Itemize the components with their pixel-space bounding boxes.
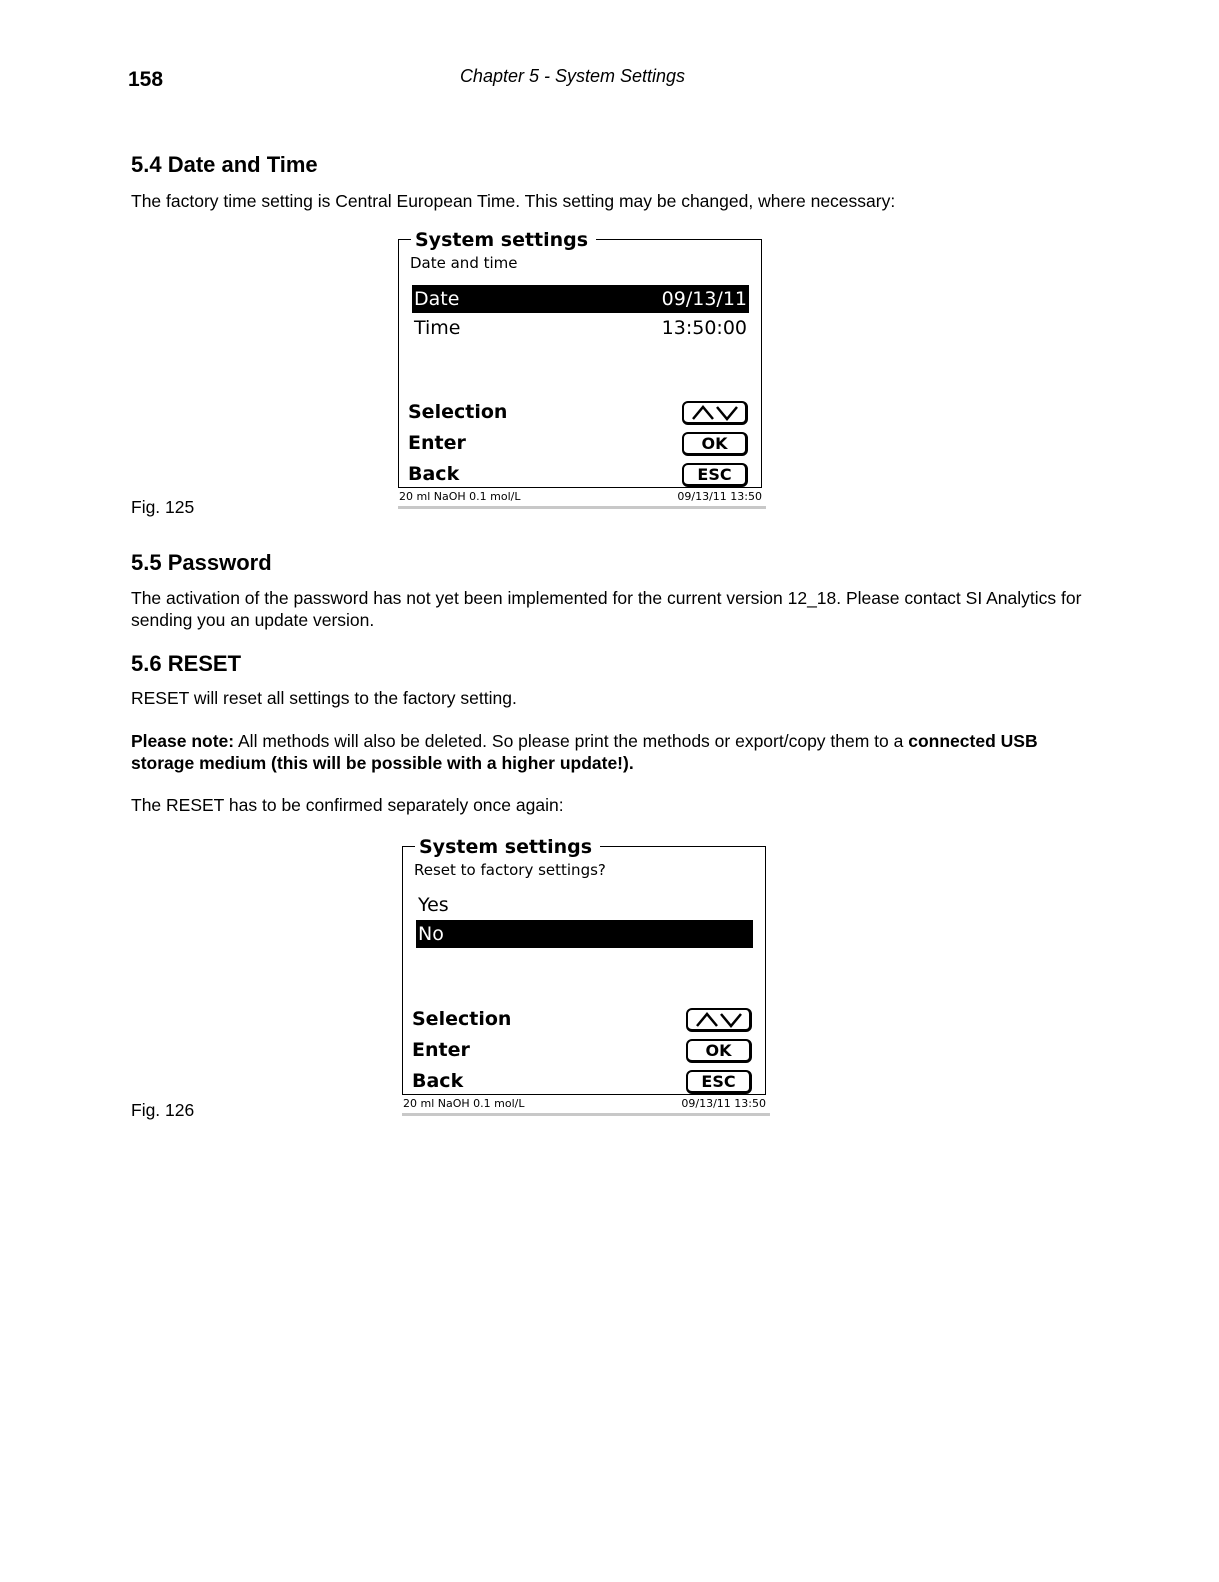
password-text: The activation of the password has not yet been implemented for the current version 12_18. Please contact SI Analytics for sending you an update version.	[131, 588, 1082, 630]
menu-row-date[interactable]	[412, 285, 749, 313]
date-time-intro: The factory time setting is Central European Time. This setting may be changed, where necessary:	[131, 191, 896, 211]
row-label: No	[418, 923, 444, 945]
up-down-arrows-icon	[689, 405, 741, 421]
key-label-selection: Selection	[412, 1008, 512, 1030]
ok-key[interactable]: OK	[682, 432, 748, 456]
menu-row-time[interactable]	[412, 314, 749, 342]
menu-row-no[interactable]	[416, 920, 753, 948]
heading-reset: 5.6 RESET	[131, 651, 242, 676]
device-screen-reset	[402, 838, 772, 1118]
screen-subtitle: Reset to factory settings?	[414, 861, 606, 879]
heading-password: 5.5 Password	[131, 550, 272, 575]
screen-title: System settings	[411, 229, 596, 251]
status-datetime: 09/13/11 13:50	[677, 490, 762, 503]
screen-subtitle: Date and time	[410, 254, 518, 272]
up-down-arrows-icon	[693, 1012, 745, 1028]
key-label-enter: Enter	[408, 432, 466, 454]
reset-note	[131, 730, 1091, 774]
up-down-key[interactable]	[686, 1008, 752, 1032]
row-value: 09/13/11	[661, 288, 747, 310]
status-reagent: 20 ml NaOH 0.1 mol/L	[399, 490, 521, 503]
row-label: Date	[414, 288, 460, 310]
key-label-enter: Enter	[412, 1039, 470, 1061]
esc-key[interactable]: ESC	[682, 463, 748, 487]
key-label-back: Back	[408, 463, 460, 485]
esc-key[interactable]: ESC	[686, 1070, 752, 1094]
page-number: 158	[128, 68, 164, 91]
heading-date-and-time: 5.4 Date and Time	[131, 152, 318, 177]
reset-confirm-text: The RESET has to be confirmed separately once again:	[131, 795, 564, 815]
key-label-back: Back	[412, 1070, 464, 1092]
up-down-key[interactable]	[682, 401, 748, 425]
key-label-selection: Selection	[408, 401, 508, 423]
row-value: 13:50:00	[661, 317, 747, 339]
row-label: Yes	[418, 894, 449, 916]
status-bar	[398, 488, 766, 509]
note-bold: connected USB storage medium (this will be possible with a higher update!).	[131, 731, 1038, 773]
figure-caption-126: Fig. 126	[131, 1100, 195, 1120]
screen-title: System settings	[415, 836, 600, 858]
row-label: Time	[414, 317, 461, 339]
status-reagent: 20 ml NaOH 0.1 mol/L	[403, 1097, 525, 1110]
menu-row-yes[interactable]	[416, 891, 753, 919]
status-bar	[402, 1095, 770, 1116]
note-text: All methods will also be deleted. So please print the methods or export/copy them to a	[234, 731, 909, 751]
running-head: Chapter 5 - System Settings	[459, 66, 686, 86]
figure-caption-125: Fig. 125	[131, 497, 195, 517]
ok-key[interactable]: OK	[686, 1039, 752, 1063]
status-datetime: 09/13/11 13:50	[681, 1097, 766, 1110]
device-screen-date-time	[398, 231, 768, 511]
note-label: Please note:	[131, 731, 235, 751]
reset-text: RESET will reset all settings to the factory setting.	[131, 688, 517, 708]
